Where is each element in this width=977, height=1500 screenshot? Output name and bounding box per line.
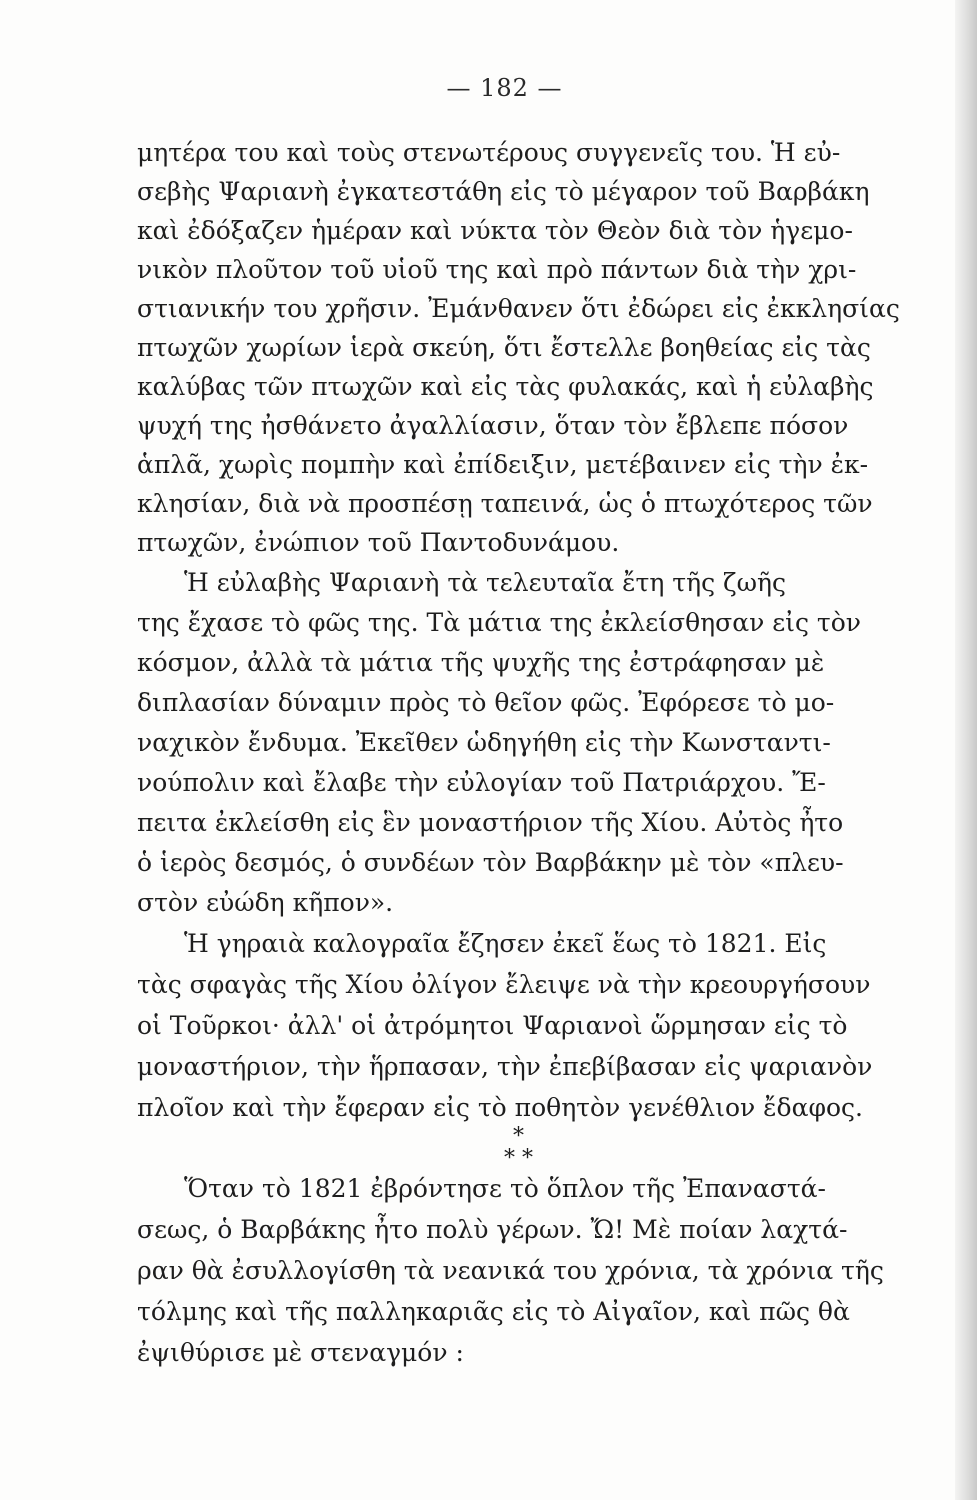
text-line: στὸν εὐώδη κῆπον».: [137, 888, 394, 917]
text-line: πειτα ἐκλείσθη εἰς ἓν μοναστήριον τῆς Χίου. Αὐτὸς ἦτο: [137, 808, 844, 837]
asterism-top: *: [513, 1124, 524, 1149]
page-edge-shadow: [955, 0, 977, 1500]
text-line: στιανικήν του χρῆσιν. Ἐμάνθανεν ὅτι ἐδώρει εἰς ἐκκλησίας: [137, 294, 900, 323]
text-line: μοναστήριον, τὴν ἥρπασαν, τὴν ἐπεβίβασαν εἰς ψαριανὸν: [137, 1052, 873, 1081]
text-line: νούπολιν καὶ ἔλαβε τὴν εὐλογίαν τοῦ Πατριάρχου. Ἔ-: [137, 768, 826, 797]
text-line: πτωχῶν, ἐνώπιον τοῦ Παντοδυνάμου.: [137, 528, 620, 557]
text-line: μητέρα του καὶ τοὺς στενωτέρους συγγενεῖς του. Ἡ εὐ-: [137, 138, 841, 167]
text-line: ραν θὰ ἐσυλλογίσθη τὰ νεανικά του χρόνια, τὰ χρόνια τῆς: [137, 1256, 884, 1285]
text-line: της ἔχασε τὸ φῶς της. Τὰ μάτια της ἐκλείσθησαν εἰς τὸν: [137, 608, 861, 637]
text-line: Ἡ εὐλαβὴς Ψαριανὴ τὰ τελευταῖα ἔτη τῆς ζωῆς: [184, 568, 786, 597]
text-line: κλησίαν, διὰ νὰ προσπέσῃ ταπεινά, ὡς ὁ πτωχότερος τῶν: [137, 489, 873, 518]
text-line: καὶ ἐδόξαζεν ἡμέραν καὶ νύκτα τὸν Θεὸν διὰ τὸν ἡγεμο-: [137, 216, 853, 245]
text-line: διπλασίαν δύναμιν πρὸς τὸ θεῖον φῶς. Ἐφόρεσε τὸ μο-: [137, 688, 835, 717]
text-line: Ὅταν τὸ 1821 ἐβρόντησε τὸ ὅπλον τῆς Ἐπαναστά-: [184, 1174, 826, 1203]
text-line: πτωχῶν χωρίων ἱερὰ σκεύη, ὅτι ἔστελλε βοηθείας εἰς τὰς: [137, 333, 871, 362]
text-line: τόλμης καὶ τῆς παλληκαριᾶς εἰς τὸ Αἰγαῖον, καὶ πῶς θὰ: [137, 1297, 850, 1326]
text-line: ναχικὸν ἔνδυμα. Ἐκεῖθεν ὡδηγήθη εἰς τὴν Κωνσταντι-: [137, 728, 831, 757]
text-line: σεβὴς Ψαριανὴ ἐγκατεστάθη εἰς τὸ μέγαρον τοῦ Βαρβάκη: [137, 177, 870, 206]
text-line: κόσμον, ἀλλὰ τὰ μάτια τῆς ψυχῆς της ἐστράφησαν μὲ: [137, 648, 825, 677]
text-line: ἁπλᾶ, χωρὶς πομπὴν καὶ ἐπίδειξιν, μετέβαινεν εἰς τὴν ἐκ-: [137, 450, 869, 479]
text-line: πλοῖον καὶ τὴν ἔφεραν εἰς τὸ ποθητὸν γενέθλιον ἔδαφος.: [137, 1093, 863, 1122]
asterism-bottom: * *: [504, 1146, 533, 1171]
text-line: Ἡ γηραιὰ καλογραῖα ἔζησεν ἐκεῖ ἕως τὸ 1821. Εἰς: [184, 929, 827, 958]
text-line: ὁ ἱερὸς δεσμός, ὁ συνδέων τὸν Βαρβάκην μὲ τὸν «πλευ-: [137, 848, 844, 877]
text-line: τὰς σφαγὰς τῆς Χίου ὀλίγον ἔλειψε νὰ τὴν κρεουργήσουν: [137, 970, 871, 999]
text-line: καλύβας τῶν πτωχῶν καὶ εἰς τὰς φυλακάς, καὶ ἡ εὐλαβὴς: [137, 372, 874, 401]
text-line: ψυχή της ἠσθάνετο ἀγαλλίασιν, ὅταν τὸν ἔβλεπε πόσον: [137, 411, 849, 440]
text-line: ἐψιθύρισε μὲ στεναγμόν :: [137, 1338, 464, 1367]
text-line: νικὸν πλοῦτον τοῦ υἱοῦ της καὶ πρὸ πάντων διὰ τὴν χρι-: [137, 255, 857, 284]
text-line: σεως, ὁ Βαρβάκης ἦτο πολὺ γέρων. Ὤ! Μὲ ποίαν λαχτά-: [137, 1215, 848, 1244]
text-line: οἱ Τοῦρκοι· ἀλλ' οἱ ἀτρόμητοι Ψαριανοὶ ὥρμησαν εἰς τὸ: [137, 1011, 848, 1040]
page-number: — 182 —: [446, 74, 563, 102]
